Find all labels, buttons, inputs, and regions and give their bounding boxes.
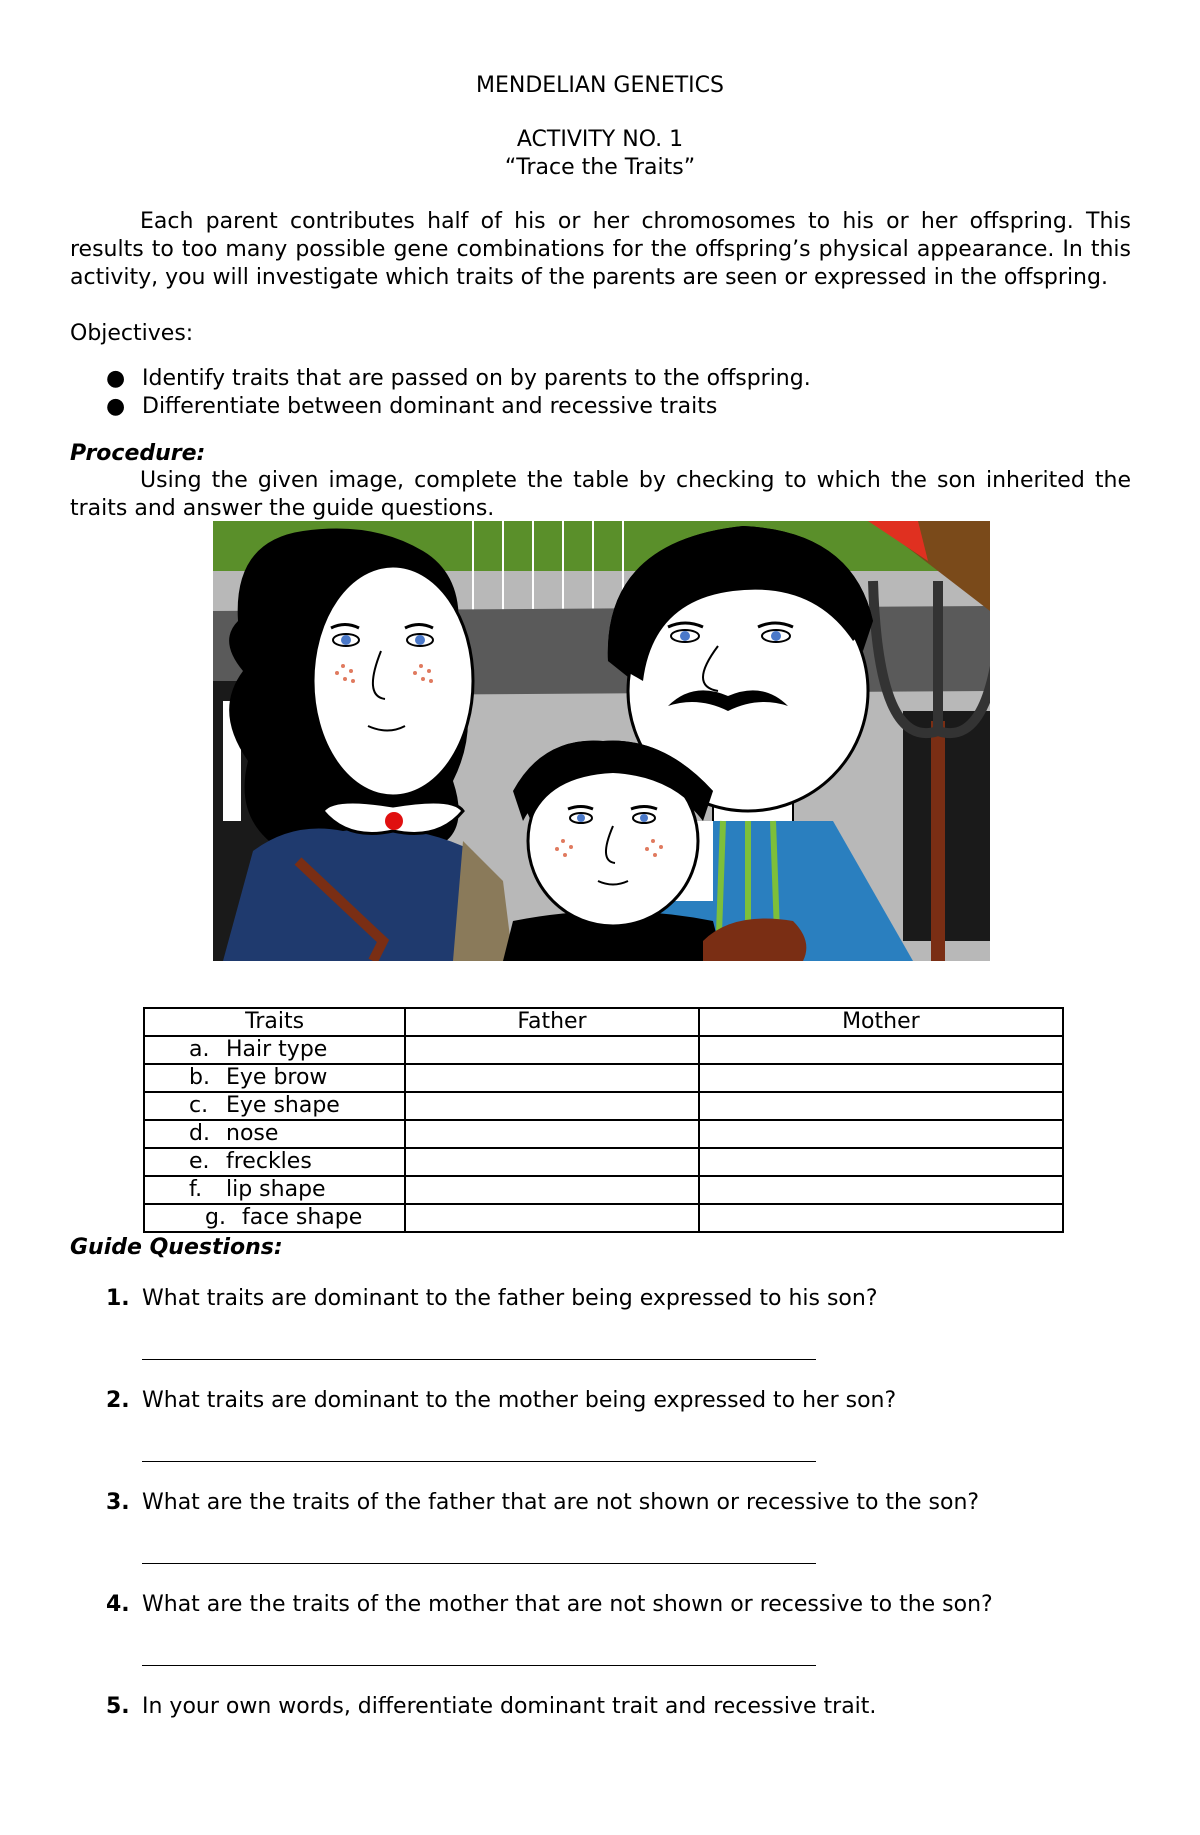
objectives-list bbox=[70, 365, 811, 421]
mother-check-cell[interactable] bbox=[699, 1036, 1063, 1064]
objectives-label: Objectives: bbox=[70, 321, 194, 346]
objective-item: ● Differentiate between dominant and recessive traits bbox=[106, 394, 718, 419]
header-traits: Traits bbox=[144, 1008, 405, 1036]
table-row bbox=[144, 1148, 1063, 1176]
intro-paragraph: Each parent contributes half of his or her chromosomes to his or her offspring. This results to too many possible gene combinations for the offspring’s physical appearance. In this activity, you will investigate which traits of the parents are seen or expressed in the offspring. bbox=[70, 209, 1131, 290]
table-row bbox=[144, 1120, 1063, 1148]
question-text: What traits are dominant to the father being expressed to his son? bbox=[142, 1286, 878, 1311]
mother-check-cell[interactable] bbox=[699, 1176, 1063, 1204]
question-text: What are the traits of the mother that are not shown or recessive to the son? bbox=[142, 1592, 993, 1617]
question-item: 3. What are the traits of the father that are not shown or recessive to the son? bbox=[70, 1489, 1150, 1591]
trait-cell: f. lip shape bbox=[144, 1176, 405, 1204]
answer-line[interactable] bbox=[142, 1563, 816, 1564]
activity-title: “Trace the Traits” bbox=[504, 155, 696, 180]
document-title: MENDELIAN GENETICS bbox=[476, 73, 724, 98]
question-item: 5. In your own words, differentiate dominant trait and recessive trait. bbox=[106, 1694, 877, 1719]
question-text: In your own words, differentiate dominant trait and recessive trait. bbox=[142, 1694, 877, 1719]
father-check-cell[interactable] bbox=[405, 1148, 699, 1176]
bullet-icon: ● bbox=[106, 366, 126, 391]
mother-check-cell[interactable] bbox=[699, 1120, 1063, 1148]
procedure-text: Using the given image, complete the table by checking to which the son inherited the traits and answer the guide questions. bbox=[70, 468, 1131, 521]
mother-check-cell[interactable] bbox=[699, 1064, 1063, 1092]
father-check-cell[interactable] bbox=[405, 1036, 699, 1064]
trait-cell: d. nose bbox=[144, 1120, 405, 1148]
table-row bbox=[144, 1036, 1063, 1064]
trait-cell: a. Hair type bbox=[144, 1036, 405, 1064]
header-mother: Mother bbox=[699, 1008, 1063, 1036]
header-father: Father bbox=[405, 1008, 699, 1036]
answer-line[interactable] bbox=[142, 1359, 816, 1360]
trait-cell: g. face shape bbox=[144, 1204, 405, 1232]
bullet-icon: ● bbox=[106, 394, 126, 419]
table-row bbox=[144, 1204, 1063, 1232]
question-text: What are the traits of the father that are not shown or recessive to the son? bbox=[142, 1490, 980, 1515]
table-row bbox=[144, 1064, 1063, 1092]
mother-check-cell[interactable] bbox=[699, 1204, 1063, 1232]
procedure-heading: Procedure: bbox=[70, 441, 206, 466]
father-check-cell[interactable] bbox=[405, 1176, 699, 1204]
guide-heading: Guide Questions: bbox=[70, 1235, 283, 1260]
answer-line[interactable] bbox=[142, 1665, 816, 1666]
question-item: 1. What traits are dominant to the father being expressed to his son? bbox=[70, 1285, 1150, 1387]
table-header-row bbox=[144, 1008, 1063, 1036]
trait-cell: e. freckles bbox=[144, 1148, 405, 1176]
traits-table bbox=[143, 1007, 1064, 1233]
brooch bbox=[385, 812, 403, 830]
objective-item: ● Identify traits that are passed on by parents to the offspring. bbox=[106, 366, 811, 391]
trait-cell: c. Eye shape bbox=[144, 1092, 405, 1120]
activity-number: ACTIVITY NO. 1 bbox=[516, 127, 684, 152]
family-illustration bbox=[213, 521, 990, 961]
question-text: What traits are dominant to the mother being expressed to her son? bbox=[142, 1388, 897, 1413]
window-right bbox=[903, 711, 990, 941]
question-item: 2. What traits are dominant to the mother being expressed to her son? bbox=[70, 1387, 1150, 1489]
answer-line[interactable] bbox=[142, 1461, 816, 1462]
father-check-cell[interactable] bbox=[405, 1092, 699, 1120]
father-check-cell[interactable] bbox=[405, 1120, 699, 1148]
question-item: 4. What are the traits of the mother that are not shown or recessive to the son? bbox=[70, 1591, 1150, 1693]
guide-questions-list bbox=[70, 1285, 1150, 1795]
father-check-cell[interactable] bbox=[405, 1064, 699, 1092]
mother-check-cell[interactable] bbox=[699, 1148, 1063, 1176]
trait-cell: b. Eye brow bbox=[144, 1064, 405, 1092]
mother-check-cell[interactable] bbox=[699, 1092, 1063, 1120]
table-row bbox=[144, 1176, 1063, 1204]
table-row bbox=[144, 1092, 1063, 1120]
father-check-cell[interactable] bbox=[405, 1204, 699, 1232]
